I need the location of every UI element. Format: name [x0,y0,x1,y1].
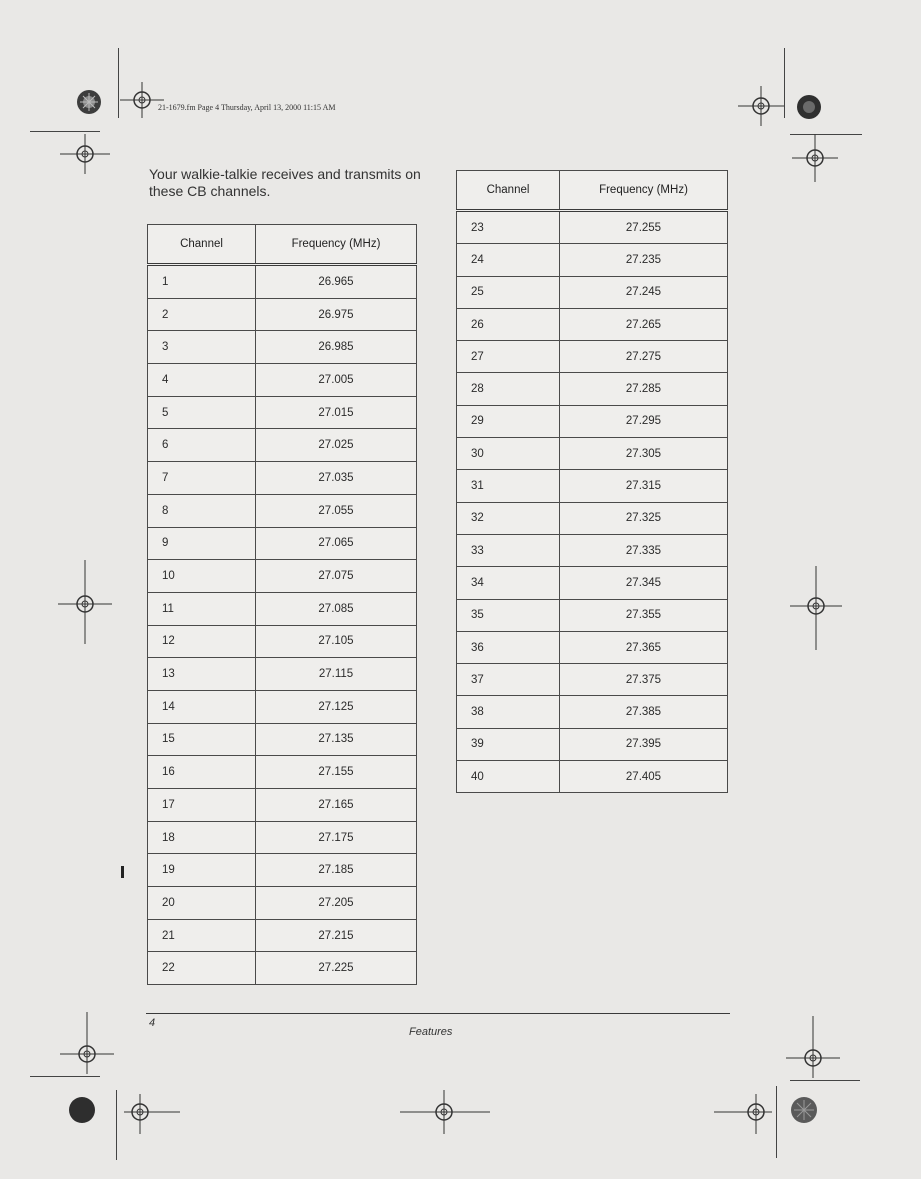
table-row [457,276,728,308]
channel-cell: 35 [457,599,560,631]
table-row [148,527,417,560]
table-row [457,696,728,728]
channel-cell: 6 [148,429,256,462]
channel-cell: 39 [457,728,560,760]
color-registration-dot-icon [796,94,822,120]
table-row [148,560,417,593]
table-row [148,658,417,691]
frequency-cell: 26.985 [256,331,417,364]
registration-target-icon [60,134,110,174]
frequency-cell: 27.305 [560,438,728,470]
table-row [148,494,417,527]
channel-header: Channel [457,171,560,211]
frequency-cell: 27.205 [256,887,417,920]
intro-paragraph: Your walkie-talkie receives and transmits on these CB channels. [149,166,421,199]
color-registration-dot-icon [68,1096,96,1124]
registration-target-icon [714,1094,772,1134]
frequency-cell: 27.275 [560,341,728,373]
channel-cell: 5 [148,396,256,429]
registration-target-icon [738,86,784,126]
frequency-cell: 27.105 [256,625,417,658]
channel-cell: 2 [148,298,256,331]
table-row [457,438,728,470]
channel-cell: 30 [457,438,560,470]
table-row [457,728,728,760]
frequency-cell: 27.115 [256,658,417,691]
frequency-cell: 27.375 [560,664,728,696]
frequency-cell: 27.155 [256,756,417,789]
channel-cell: 36 [457,631,560,663]
channel-cell: 3 [148,331,256,364]
table-row [148,723,417,756]
change-bar [121,866,124,878]
table-row [457,502,728,534]
table-row [148,952,417,985]
frequency-cell: 27.315 [560,470,728,502]
frequency-cell: 27.295 [560,405,728,437]
section-title: Features [409,1026,453,1038]
table-row [148,364,417,397]
channel-cell: 33 [457,534,560,566]
table-row [148,690,417,723]
channel-cell: 13 [148,658,256,691]
channel-cell: 38 [457,696,560,728]
channel-cell: 25 [457,276,560,308]
channel-cell: 40 [457,761,560,793]
table-row [457,211,728,244]
table-row [457,761,728,793]
frequency-header: Frequency (MHz) [560,171,728,211]
frequency-cell: 27.265 [560,308,728,340]
frequency-cell: 27.185 [256,854,417,887]
frequency-cell: 27.075 [256,560,417,593]
channel-table-right [456,170,728,793]
frequency-cell: 27.025 [256,429,417,462]
table-row [148,919,417,952]
frequency-cell: 27.035 [256,462,417,495]
channel-cell: 21 [148,919,256,952]
table-row [148,265,417,299]
channel-header: Channel [148,225,256,265]
crop-line [116,1090,117,1160]
channel-cell: 16 [148,756,256,789]
color-registration-dot-icon [76,89,102,115]
table-row [148,756,417,789]
channel-cell: 18 [148,821,256,854]
channel-cell: 22 [148,952,256,985]
frequency-cell: 27.355 [560,599,728,631]
frequency-cell: 27.215 [256,919,417,952]
frequency-cell: 27.405 [560,761,728,793]
table-row [457,244,728,276]
crop-line [784,48,785,118]
table-row [457,631,728,663]
channel-cell: 23 [457,211,560,244]
channel-cell: 29 [457,405,560,437]
registration-target-icon [58,560,112,644]
channel-cell: 34 [457,567,560,599]
table-row [148,396,417,429]
table-row [148,298,417,331]
channel-cell: 20 [148,887,256,920]
page-number: 4 [149,1017,156,1029]
registration-target-icon [786,1016,840,1078]
table-row [457,534,728,566]
frequency-cell: 27.015 [256,396,417,429]
table-row [148,821,417,854]
channel-cell: 14 [148,690,256,723]
channel-cell: 8 [148,494,256,527]
channel-cell: 37 [457,664,560,696]
table-row [457,664,728,696]
frequency-cell: 27.285 [560,373,728,405]
crop-line [30,1076,100,1077]
registration-target-icon [124,1094,180,1134]
frequency-cell: 27.385 [560,696,728,728]
print-header: 21-1679.fm Page 4 Thursday, April 13, 2000 11:15 AM [158,103,336,112]
frequency-cell: 27.365 [560,631,728,663]
channel-cell: 11 [148,592,256,625]
footer-rule [146,1013,730,1014]
channel-cell: 10 [148,560,256,593]
channel-cell: 12 [148,625,256,658]
table-row [148,887,417,920]
table-row [148,854,417,887]
frequency-cell: 27.165 [256,789,417,822]
frequency-cell: 27.225 [256,952,417,985]
registration-target-icon [60,1012,114,1074]
channel-cell: 31 [457,470,560,502]
frequency-cell: 27.005 [256,364,417,397]
frequency-cell: 26.975 [256,298,417,331]
table-row [148,331,417,364]
channel-cell: 32 [457,502,560,534]
table-row [457,470,728,502]
channel-cell: 24 [457,244,560,276]
channel-cell: 7 [148,462,256,495]
registration-target-icon [790,566,842,650]
frequency-cell: 27.065 [256,527,417,560]
table-row [148,789,417,822]
table-row [148,429,417,462]
channel-cell: 26 [457,308,560,340]
table-row [457,405,728,437]
channel-cell: 1 [148,265,256,299]
channel-cell: 17 [148,789,256,822]
frequency-cell: 27.135 [256,723,417,756]
crop-line [30,131,100,132]
frequency-cell: 27.245 [560,276,728,308]
registration-target-icon [120,82,164,118]
crop-line [790,1080,860,1081]
channel-cell: 4 [148,364,256,397]
channel-table-left [147,224,417,985]
crop-line [776,1086,777,1158]
channel-cell: 9 [148,527,256,560]
frequency-cell: 27.325 [560,502,728,534]
table-row [457,567,728,599]
channel-cell: 28 [457,373,560,405]
frequency-cell: 27.055 [256,494,417,527]
table-row [148,462,417,495]
table-row [457,308,728,340]
frequency-cell: 27.175 [256,821,417,854]
registration-target-icon [792,134,838,182]
frequency-cell: 27.395 [560,728,728,760]
channel-cell: 15 [148,723,256,756]
crop-line [118,48,119,118]
frequency-header: Frequency (MHz) [256,225,417,265]
table-row [148,592,417,625]
table-row [148,625,417,658]
table-row [457,599,728,631]
frequency-cell: 27.345 [560,567,728,599]
frequency-cell: 26.965 [256,265,417,299]
channel-cell: 27 [457,341,560,373]
frequency-cell: 27.335 [560,534,728,566]
color-registration-dot-icon [790,1096,818,1124]
registration-target-icon [400,1090,490,1134]
frequency-cell: 27.085 [256,592,417,625]
frequency-cell: 27.125 [256,690,417,723]
channel-cell: 19 [148,854,256,887]
table-row [457,341,728,373]
frequency-cell: 27.255 [560,211,728,244]
frequency-cell: 27.235 [560,244,728,276]
table-row [457,373,728,405]
